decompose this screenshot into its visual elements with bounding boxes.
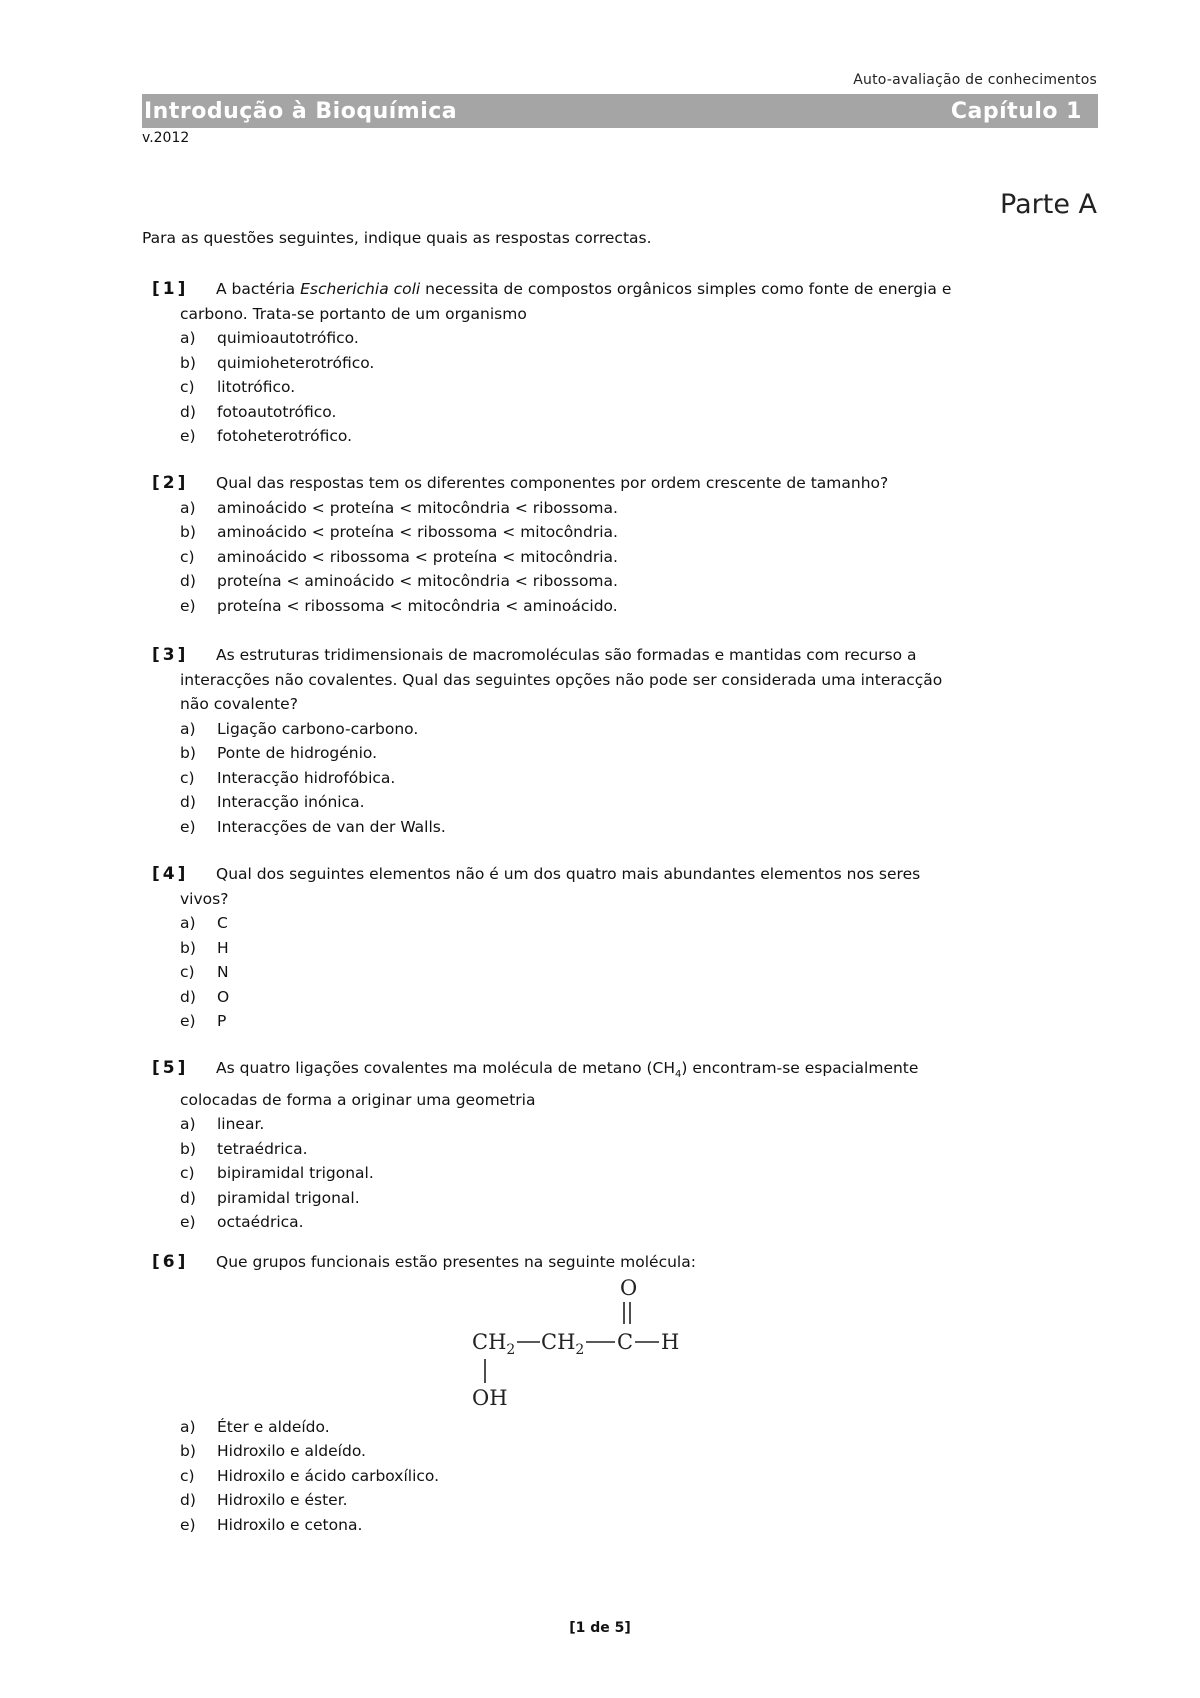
question-4 [152,862,1032,1034]
question-number: [4] [152,864,189,884]
question-number: [5] [152,1058,189,1078]
option-c: c) Hidroxilo e ácido carboxílico. [180,1466,440,1485]
option-e: e) P [180,1012,227,1030]
option-a: a) C [180,914,228,932]
option-a: a) quimioautotrófico. [180,329,359,347]
question-text-continued: colocadas de forma a originar uma geometria [180,1090,536,1109]
option-d: d) Interacção inónica. [180,793,365,811]
version-label: v.2012 [142,130,190,146]
option-c: c) N [180,963,229,981]
option-b: b) H [180,938,229,957]
document-title: Introdução à Bioquímica [144,98,458,124]
question-text: Qual dos seguintes elementos não é um dos quatro mais abundantes elementos nos seres [216,865,921,883]
question-number: [6] [152,1252,189,1272]
option-d: d) fotoautotrófico. [180,402,337,421]
question-text-continued: interacções não covalentes. Qual das seguintes opções não pode ser considerada uma interacção [180,670,943,689]
chemical-structure [472,1279,712,1409]
atom-hydrogen: H [661,1329,680,1354]
option-b: b) aminoácido < proteína < ribossoma < mitocôndria. [180,523,618,541]
option-d: d) proteína < aminoácido < mitocôndria < ribossoma. [180,572,618,590]
question-number: [3] [152,645,189,665]
option-e: e) octaédrica. [180,1213,304,1232]
question-5 [152,1056,1032,1235]
subscript: 4 [675,1069,682,1081]
option-c: c) litotrófico. [180,378,296,396]
page-number: [1 de 5] [569,1620,631,1636]
option-a: a) Ligação carbono-carbono. [180,719,419,738]
question-text: As estruturas tridimensionais de macromoléculas são formadas e mantidas com recurso a [216,646,917,664]
question-2 [152,471,1032,618]
question-text-continued: carbono. Trata-se portanto de um organismo [180,304,527,323]
question-6 [152,1250,1032,1537]
atom-carbon: C [617,1329,634,1354]
option-e: e) fotoheterotrófico. [180,427,353,445]
option-c: c) aminoácido < ribossoma < proteína < mitocôndria. [180,547,618,566]
option-e: e) proteína < ribossoma < mitocôndria < aminoácido. [180,596,618,615]
question-1 [152,277,1032,449]
question-3 [152,643,1032,839]
option-b: b) quimioheterotrófico. [180,353,375,372]
header-subtitle: Auto-avaliação de conhecimentos [853,72,1097,88]
chapter-label: Capítulo 1 [950,98,1082,124]
option-b: b) tetraédrica. [180,1139,308,1158]
option-d: d) O [180,987,230,1006]
question-text: Que grupos funcionais estão presentes na seguinte molécula: [216,1253,696,1271]
option-c: c) bipiramidal trigonal. [180,1164,374,1183]
atom-ch2-first: $CH_2$ [472,1329,516,1358]
option-b: b) Ponte de hidrogénio. [180,744,378,762]
question-number: [1] [152,279,189,299]
option-a: a) linear. [180,1115,265,1134]
instructions: Para as questões seguintes, indique quais as respostas correctas. [142,229,652,247]
title-bar [142,94,1098,128]
atom-ch2-second: $CH_2$ [541,1329,585,1358]
option-e: e) Hidroxilo e cetona. [180,1515,363,1534]
atom-oxygen: O [620,1278,638,1300]
question-text: As quatro ligações covalentes ma molécula de metano $(CH_4)$ encontram-se espacialmente [216,1059,919,1081]
species-name: Escherichia coli [300,280,421,298]
option-a: a) aminoácido < proteína < mitocôndria < ribossoma. [180,498,618,517]
option-a: a) Éter e aldeído. [180,1417,330,1436]
option-d: d) piramidal trigonal. [180,1188,360,1207]
question-text: A bactéria Escherichia coli necessita de compostos orgânicos simples como fonte de energia e [216,280,952,298]
option-d: d) Hidroxilo e éster. [180,1491,348,1509]
option-b: b) Hidroxilo e aldeído. [180,1442,366,1460]
question-number: [2] [152,473,189,493]
atom-hydroxyl: OH [472,1385,508,1409]
question-text-continued-2: não covalente? [180,695,298,713]
option-e: e) Interacções de van der Walls. [180,817,446,836]
option-c: c) Interacção hidrofóbica. [180,768,396,787]
question-text: Qual das respostas tem os diferentes componentes por ordem crescente de tamanho? [216,474,889,492]
question-text-continued: vivos? [180,889,229,908]
part-title: Parte A [1000,189,1097,220]
